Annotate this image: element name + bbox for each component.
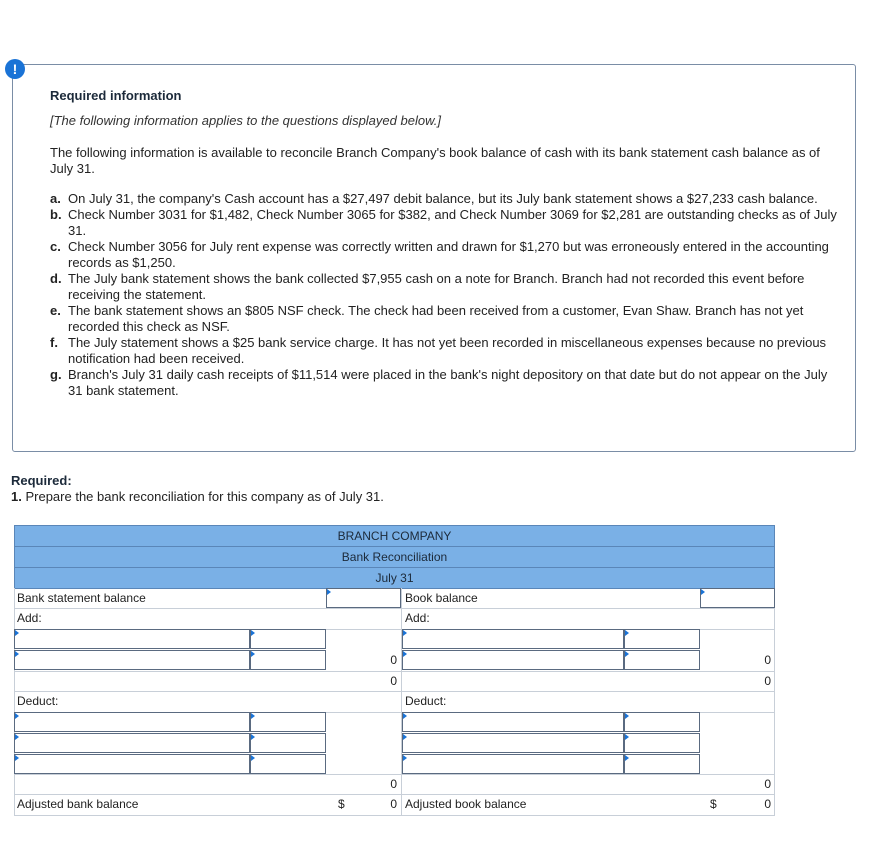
book-add-description-2[interactable]	[402, 650, 624, 670]
book-deduct-description-2[interactable]	[402, 733, 624, 753]
book-balance-input[interactable]	[700, 588, 775, 608]
book-add-total: 0	[764, 653, 771, 667]
book-add-amount-1[interactable]	[624, 629, 700, 649]
list-item: b. Check Number 3031 for $1,482, Check Number 3065 for $382, and Check Number 3069 for $2,281 are outstanding checks as of July 31.	[50, 207, 837, 238]
adjusted-book-balance-label: Adjusted book balance	[405, 797, 527, 811]
bank-subtotal: 0	[390, 674, 397, 688]
bank-deduct-description-2[interactable]	[14, 733, 250, 753]
list-item: f. The July statement shows a $25 bank service charge. It has not yet been recorded in miscellaneous expenses because no previous notification had been received.	[50, 335, 827, 366]
adjusted-bank-balance-value: 0	[390, 797, 397, 811]
notice-title: Required information	[50, 88, 182, 103]
book-balance-label: Book balance	[405, 591, 478, 605]
bank-add-description-1[interactable]	[14, 629, 250, 649]
bank-reconciliation-table	[14, 525, 775, 811]
bank-add-label: Add:	[17, 611, 42, 625]
book-deduct-description-1[interactable]	[402, 712, 624, 732]
bank-currency-symbol: $	[338, 797, 345, 811]
reconciliation-title: Bank Reconciliation	[14, 546, 775, 567]
bank-deduct-description-1[interactable]	[14, 712, 250, 732]
book-subtotal: 0	[764, 674, 771, 688]
list-item: c. Check Number 3056 for July rent expense was correctly written and drawn for $1,270 but was erroneously entered in the accounting records as $1,250.	[50, 239, 829, 270]
bank-deduct-total: 0	[390, 777, 397, 791]
book-deduct-amount-3[interactable]	[624, 754, 700, 774]
bank-add-description-2[interactable]	[14, 650, 250, 670]
required-title: Required:	[11, 473, 72, 488]
bank-add-total: 0	[390, 653, 397, 667]
company-name: BRANCH COMPANY	[14, 525, 775, 546]
list-item: a. On July 31, the company's Cash account has a $27,497 debit balance, but its July bank statement shows a $27,233 cash balance.	[50, 191, 818, 206]
book-deduct-total: 0	[764, 777, 771, 791]
adjusted-book-balance-value: 0	[764, 797, 771, 811]
book-add-label: Add:	[405, 611, 430, 625]
bank-deduct-description-3[interactable]	[14, 754, 250, 774]
required-text: 1. Prepare the bank reconciliation for this company as of July 31.	[11, 489, 384, 504]
bank-deduct-amount-2[interactable]	[250, 733, 326, 753]
adjusted-bank-balance-label: Adjusted bank balance	[17, 797, 139, 811]
notice-items	[50, 191, 840, 399]
book-deduct-amount-1[interactable]	[624, 712, 700, 732]
book-deduct-label: Deduct:	[405, 694, 447, 708]
book-deduct-description-3[interactable]	[402, 754, 624, 774]
book-currency-symbol: $	[710, 797, 717, 811]
list-item: g. Branch's July 31 daily cash receipts of $11,514 were placed in the bank's night depository on that date but do not appear on the July 31 bank statement.	[50, 367, 828, 398]
list-item: d. The July bank statement shows the bank collected $7,955 cash on a note for Branch. Branch had not recorded this event before receiving the statement.	[50, 271, 805, 302]
list-item: e. The bank statement shows an $805 NSF check. The check had been received from a customer, Evan Shaw. Branch has not yet recorded this check as NSF.	[50, 303, 804, 334]
bank-statement-balance-label: Bank statement balance	[17, 591, 146, 605]
bank-add-amount-2[interactable]	[250, 650, 326, 670]
notice-intro: The following information is available to reconcile Branch Company's book balance of cash with its bank statement cash balance as of July 31.	[50, 145, 820, 176]
reconciliation-date: July 31	[14, 567, 775, 589]
alert-icon: !	[5, 59, 25, 79]
notice-subtitle: [The following information applies to the questions displayed below.]	[50, 113, 441, 128]
bank-add-amount-1[interactable]	[250, 629, 326, 649]
book-add-amount-2[interactable]	[624, 650, 700, 670]
book-add-description-1[interactable]	[402, 629, 624, 649]
book-deduct-amount-2[interactable]	[624, 733, 700, 753]
bank-deduct-amount-3[interactable]	[250, 754, 326, 774]
bank-deduct-amount-1[interactable]	[250, 712, 326, 732]
bank-statement-balance-input[interactable]	[326, 588, 401, 608]
bank-deduct-label: Deduct:	[17, 694, 59, 708]
